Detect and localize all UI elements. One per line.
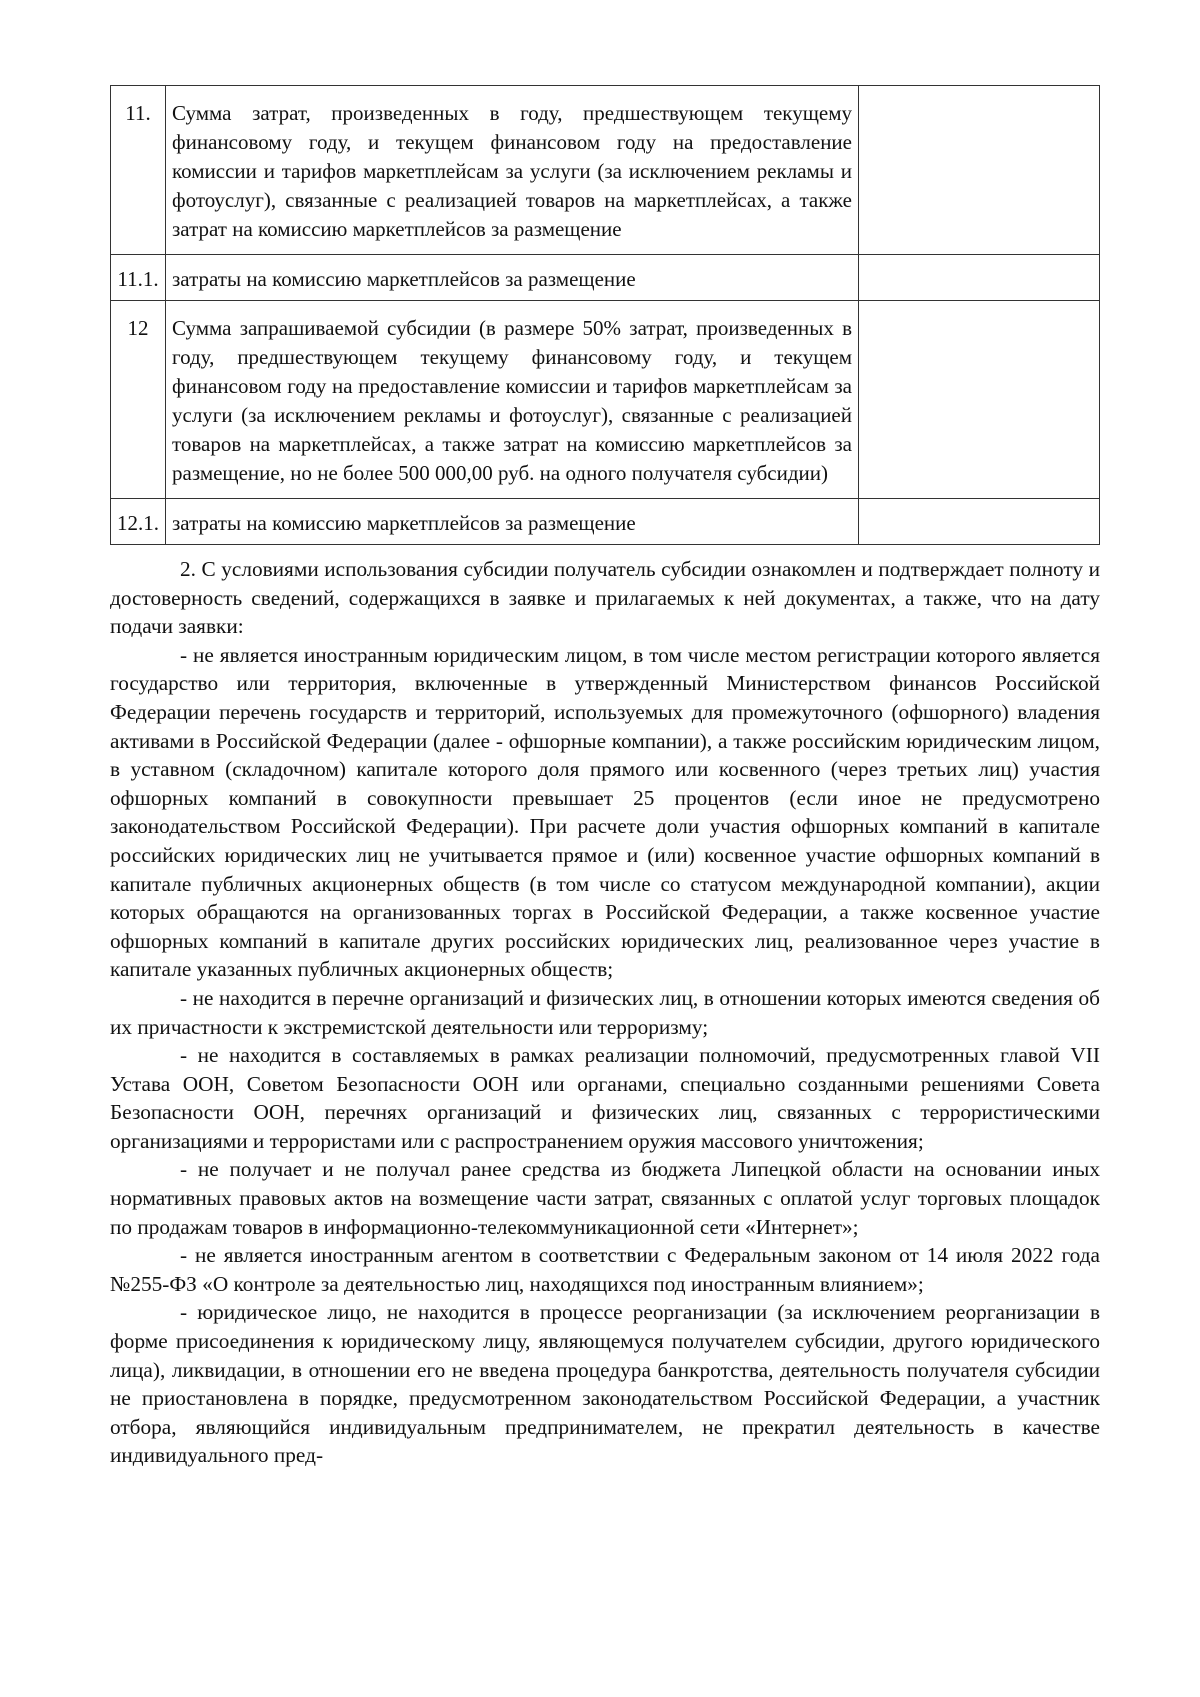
- row-value-cell[interactable]: [859, 301, 1100, 499]
- row-number: 12: [111, 301, 166, 499]
- paragraph-reorganization: - юридическое лицо, не находится в процессе реорганизации (за исключением реорганизации в форме присоединения к юридическому лицу, являющемуся получателем субсидии, другого юридического лица), ликвидации, в отношении его не введена процедура банкротства, деятельность получателя субсидии не приостановлена в порядке, предусмотренном законодательством Российской Федерации, а участник отбора, являющийся индивидуальным предпринимателем, не прекратил деятельность в качестве индивидуального пред-: [110, 1300, 1100, 1468]
- row-description: затраты на комиссию маркетплейсов за размещение: [166, 255, 859, 301]
- row-description: Сумма затрат, произведенных в году, предшествующем текущему финансовому году, и текущем финансовом году на предоставление комиссии и тарифов маркетплейсам за услуги (за исключением рекламы и фотоуслуг), связанные с реализацией товаров на маркетплейсах, а также затрат на комиссию маркетплейсов за размещение: [166, 86, 859, 255]
- row-value-cell[interactable]: [859, 86, 1100, 255]
- row-value-cell[interactable]: [859, 499, 1100, 545]
- paragraph-budget-funds: - не получает и не получал ранее средства из бюджета Липецкой области на основании иных нормативных правовых актов на возмещение части затрат, связанных с оплатой услуг торговых площадок по продажам товаров в информационно-телекоммуникационной сети «Интернет»;: [110, 1157, 1100, 1239]
- paragraph-conditions: 2. С условиями использования субсидии получатель субсидии ознакомлен и подтверждает полноту и достоверность сведений, содержащихся в заявке и прилагаемых к ней документах, а также, что на дату подачи заявки:: [110, 557, 1100, 639]
- row-description: Сумма запрашиваемой субсидии (в размере 50% затрат, произведенных в году, предшествующем текущему финансовому году, и текущем финансовом году на предоставление комиссии и тарифов маркетплейсам за услуги (за исключением рекламы и фотоуслуг), связанные с реализацией товаров на маркетплейсах, а также затрат на комиссию маркетплейсов за размещение, но не более 500 000,00 руб. на одного получателя субсидии): [166, 301, 859, 499]
- table-row: [111, 499, 1100, 545]
- paragraph-offshore: - не является иностранным юридическим лицом, в том числе местом регистрации которого является государство или территория, включенные в утвержденный Министерством финансов Российской Федерации перечень государств и территорий, используемых для промежуточного (офшорного) владения активами в Российской Федерации (далее - офшорные компании), а также российским юридическим лицом, в уставном (складочном) капитале которого доля прямого или косвенного (через третьих лиц) участия офшорных компаний в совокупности превышает 25 процентов (если иное не предусмотрено законодательством Российской Федерации). При расчете доли участия офшорных компаний в капитале российских юридических лиц не учитывается прямое и (или) косвенное участие офшорных компаний в капитале публичных акционерных обществ (в том числе со статусом международной компании), акции которых обращаются на организованных торгах в Российской Федерации, а также косвенное участие офшорных компаний в капитале других российских юридических лиц, реализованное через участие в капитале указанных публичных акционерных обществ;: [110, 642, 1100, 982]
- body-text: [110, 555, 1100, 1470]
- row-description: затраты на комиссию маркетплейсов за размещение: [166, 499, 859, 545]
- row-value-cell[interactable]: [859, 255, 1100, 301]
- table-row: [111, 255, 1100, 301]
- row-number: 11.1.: [111, 255, 166, 301]
- table-row: [111, 301, 1100, 499]
- table-row: [111, 86, 1100, 255]
- row-number: 11.: [111, 86, 166, 255]
- paragraph-un-sanctions: - не находится в составляемых в рамках реализации полномочий, предусмотренных главой VII Устава ООН, Советом Безопасности ООН или органами, специально созданными решениями Совета Безопасности ООН, перечнях организаций и физических лиц, связанных с террористическими организациями и террористами или с распространением оружия массового уничтожения;: [110, 1043, 1100, 1153]
- document-page: [110, 85, 1100, 1470]
- row-number: 12.1.: [111, 499, 166, 545]
- paragraph-foreign-agent: - не является иностранным агентом в соответствии с Федеральным законом от 14 июля 2022 года №255-ФЗ «О контроле за деятельностью лиц, находящихся под иностранным влиянием»;: [110, 1243, 1100, 1296]
- application-table: [110, 85, 1100, 545]
- paragraph-extremism: - не находится в перечне организаций и физических лиц, в отношении которых имеются сведения об их причастности к экстремистской деятельности или терроризму;: [110, 985, 1100, 1039]
